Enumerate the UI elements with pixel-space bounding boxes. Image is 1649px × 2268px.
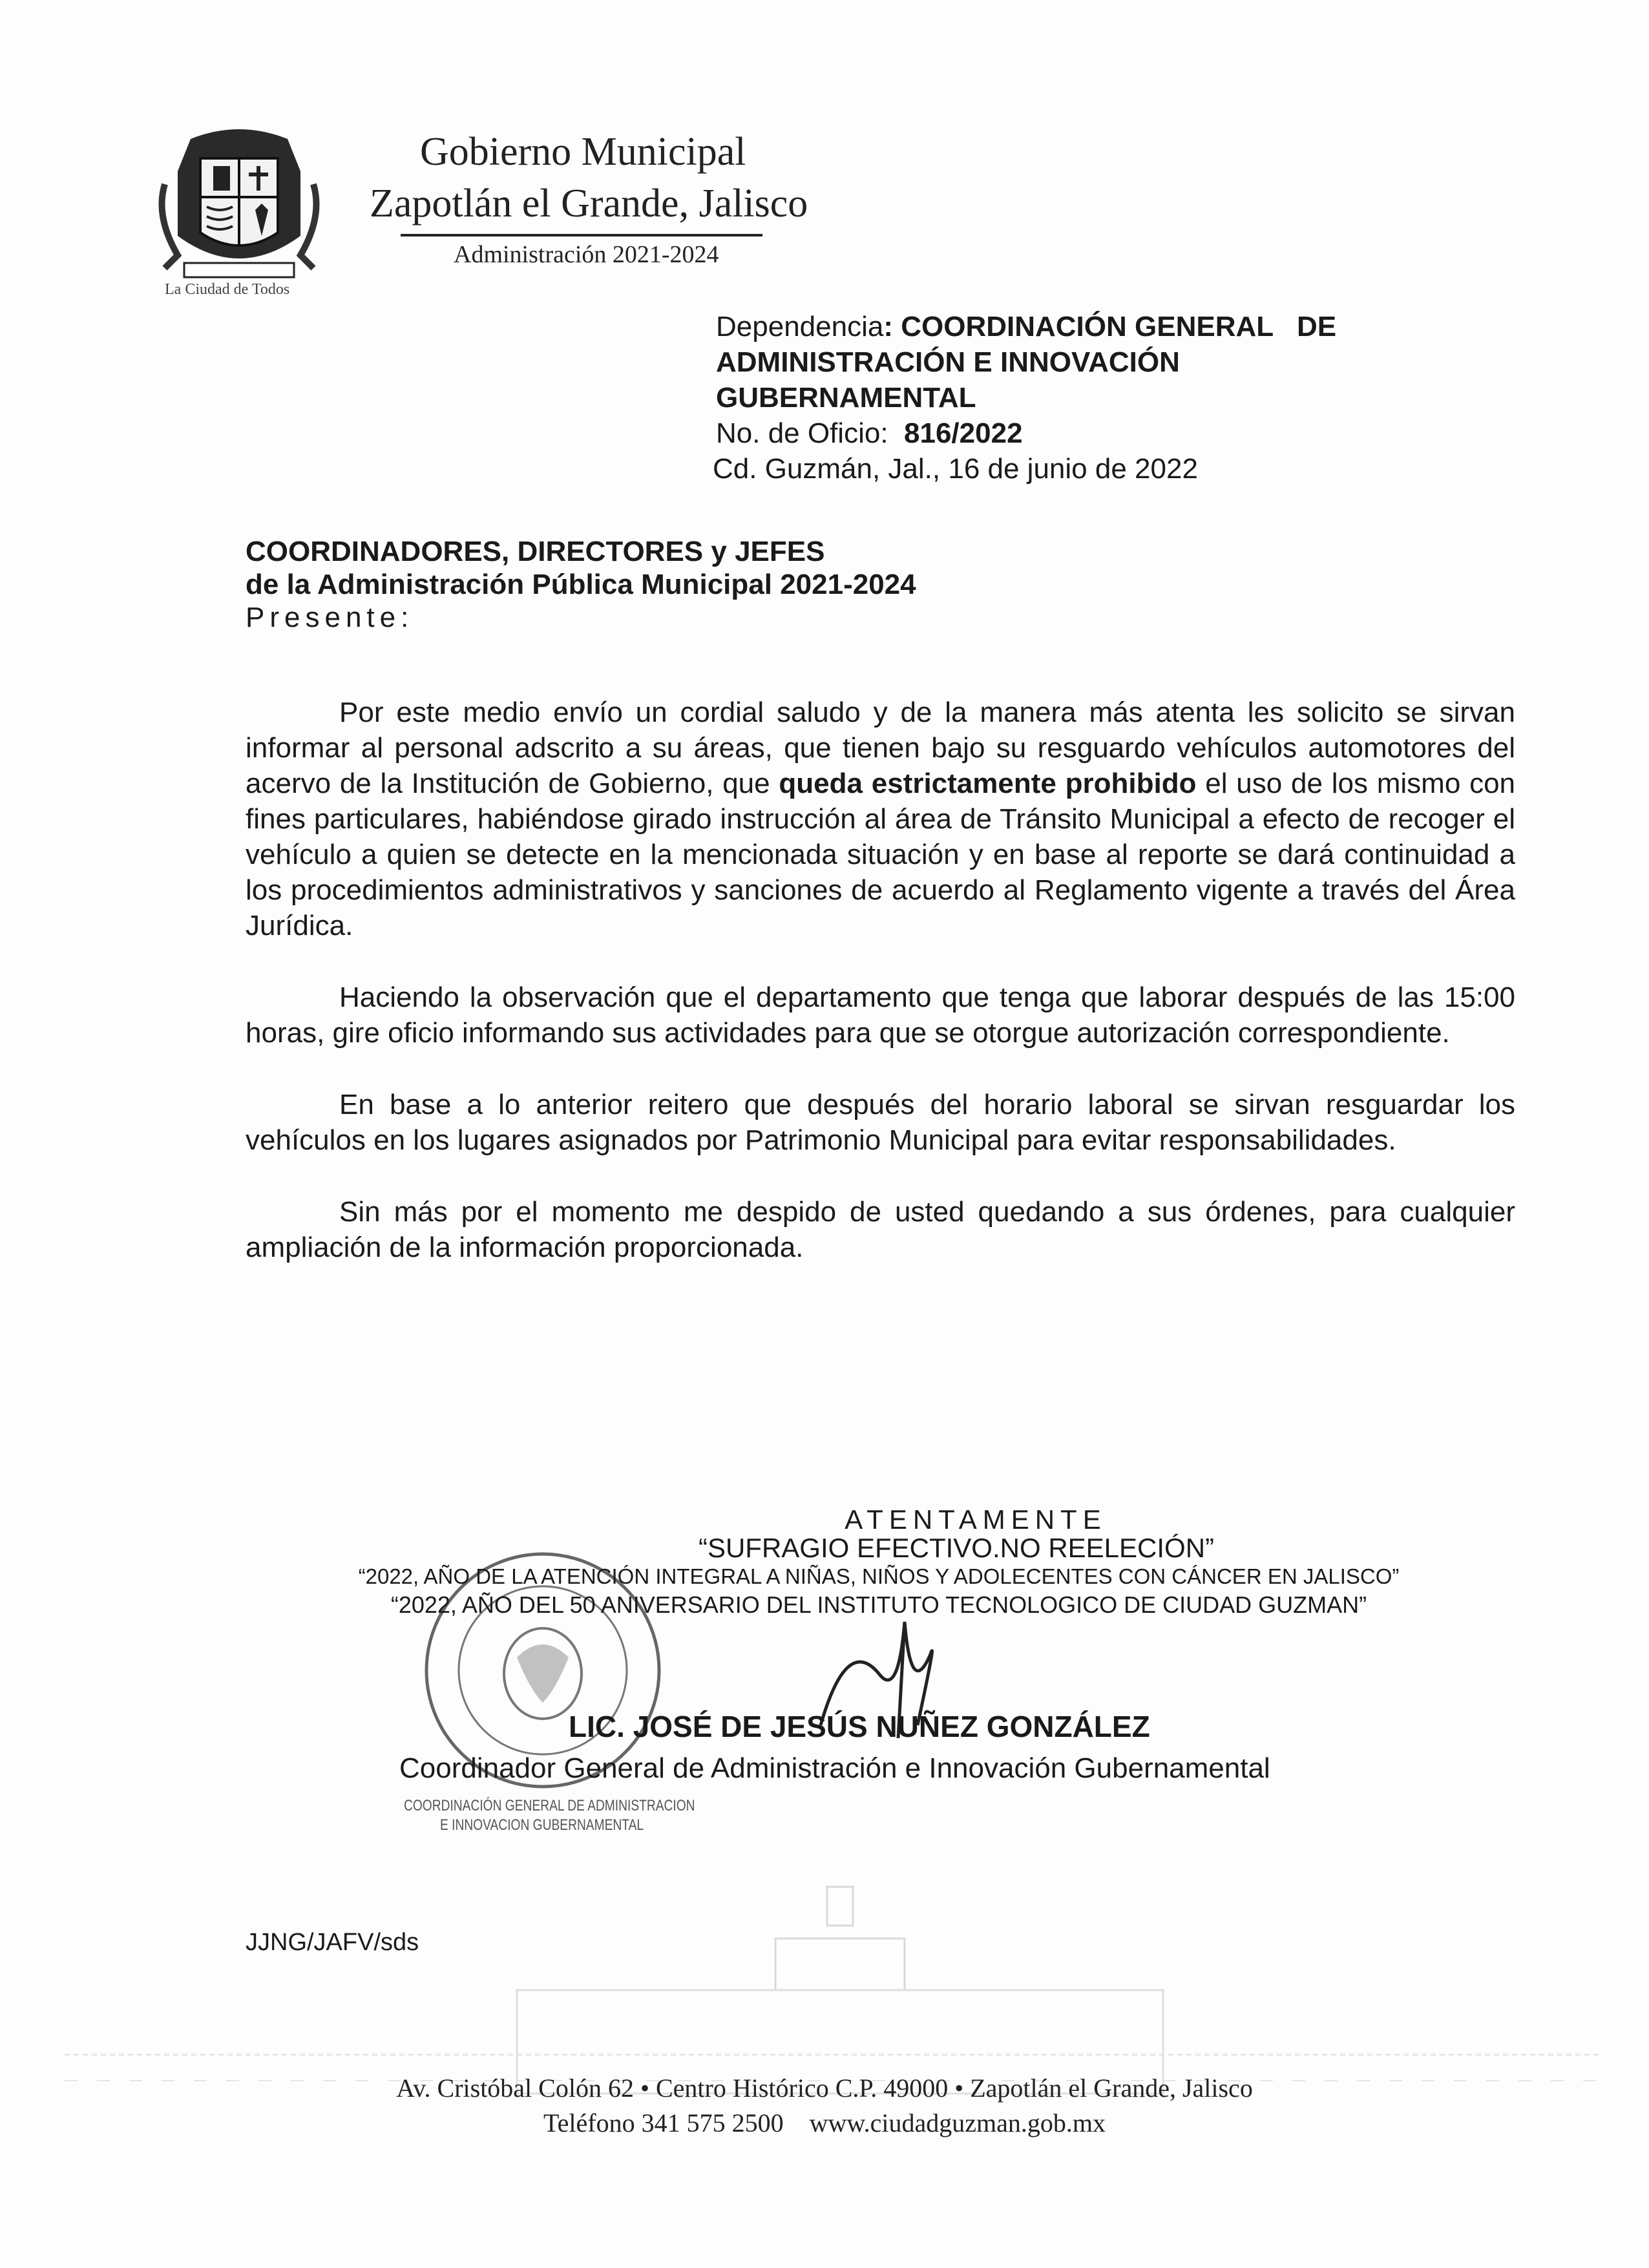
dependencia-value-line2: ADMINISTRACIÓN E INNOVACIÓN xyxy=(716,346,1180,378)
addressee-line2: de la Administración Pública Municipal 2021-2024 xyxy=(246,569,916,600)
paragraph-4: Sin más por el momento me despido de usted quedando a sus órdenes, para cualquier ampliación de la información proporcionada. xyxy=(246,1196,1515,1263)
dependencia-value-line3: GUBERNAMENTAL xyxy=(716,382,976,414)
oficio-line xyxy=(716,415,1517,451)
closing-block xyxy=(297,1506,1460,1619)
atentamente-label: ATENTAMENTE xyxy=(845,1504,1107,1535)
dependencia-value: COORDINACIÓN GENERAL DE xyxy=(901,311,1337,342)
oficio-number: 816/2022 xyxy=(904,417,1023,449)
footer-contact: Teléfono 341 575 2500 www.ciudadguzman.gob.mx xyxy=(543,2108,1106,2137)
letter-body xyxy=(246,695,1515,1301)
government-name: Gobierno Municipal xyxy=(420,130,746,174)
city-motto: La Ciudad de Todos xyxy=(165,281,290,298)
signer-title: Coordinador General de Administración e Innovación Gubernamental xyxy=(399,1752,1270,1784)
municipal-crest-logo xyxy=(152,126,326,288)
letterhead-rule xyxy=(401,234,762,236)
department-stamp xyxy=(404,1796,695,1835)
year-legend-1: “2022, AÑO DE LA ATENCIÓN INTEGRAL A NIÑAS, NIÑOS Y ADOLECENTES CON CÁNCER EN JALISCO” xyxy=(358,1564,1400,1588)
dependencia-line: Dependencia: COORDINACIÓN GENERAL DE xyxy=(716,311,1337,342)
paragraph-1-text-a: Por este medio envío un cordial saludo y de la manera más atenta les solicito se sirvan informar al personal adscrito a su áreas, que tienen bajo su resguardo vehículos automotores del acervo de la Institución de Gobierno, que xyxy=(246,697,1515,799)
stamp-line-2: E INNOVACION GUBERNAMENTAL xyxy=(440,1816,644,1834)
presente-label: Presente: xyxy=(246,602,414,633)
footer-address: Av. Cristóbal Colón 62 • Centro Histórico C.P. 49000 • Zapotlán el Grande, Jalisco xyxy=(396,2074,1253,2103)
year-legend-2: “2022, AÑO DEL 50 ANIVERSARIO DEL INSTITUTO TECNOLOGICO DE CIUDAD GUZMAN” xyxy=(390,1591,1367,1618)
paragraph-2: Haciendo la observación que el departamento que tenga que laborar después de las 15:00 horas, gire oficio informando sus actividades para que se otorgue autorización correspondiente. xyxy=(246,982,1515,1049)
addressee-line1: COORDINADORES, DIRECTORES y JEFES xyxy=(246,536,825,567)
paragraph-3: En base a lo anterior reitero que después del horario laboral se sirvan resguardar los vehículos en los lugares asignados por Patrimonio Municipal para evitar responsabilidades. xyxy=(246,1089,1515,1156)
stamp-line-1: COORDINACIÓN GENERAL DE ADMINISTRACION xyxy=(404,1797,695,1814)
municipality-name: Zapotlán el Grande, Jalisco xyxy=(370,182,808,226)
letterhead-footer xyxy=(0,2071,1649,2141)
reference-initials: JJNG/JAFV/sds xyxy=(246,1929,419,1956)
signer-name: LIC. JOSÉ DE JESÚS NUÑEZ GONZÁLEZ xyxy=(569,1710,1150,1743)
paragraph-1-text-b: el uso de los mismo con fines particulares, habiéndose girado instrucción al área de Tránsito Municipal a efecto de recoger el vehículo a quien se detecte en la mencionada situación y en base al reporte se dará continuidad a los procedimientos administrativos y sanciones de acuerdo al Reglamento vigente a través del Área Jurídica. xyxy=(246,768,1516,941)
addressee-block xyxy=(246,535,1473,634)
paragraph-1 xyxy=(246,695,1515,943)
oficio-label: No. de Oficio: xyxy=(716,417,888,449)
administration-period: Administración 2021-2024 xyxy=(454,241,719,268)
place-date: Cd. Guzmán, Jal., 16 de junio de 2022 xyxy=(713,453,1198,485)
dependencia-label: Dependencia xyxy=(716,311,884,342)
slogan: “SUFRAGIO EFECTIVO.NO REELECIÓN” xyxy=(698,1533,1215,1563)
document-header xyxy=(713,309,1517,487)
paragraph-1-emphasis: queda estrictamente prohibido xyxy=(779,768,1197,799)
